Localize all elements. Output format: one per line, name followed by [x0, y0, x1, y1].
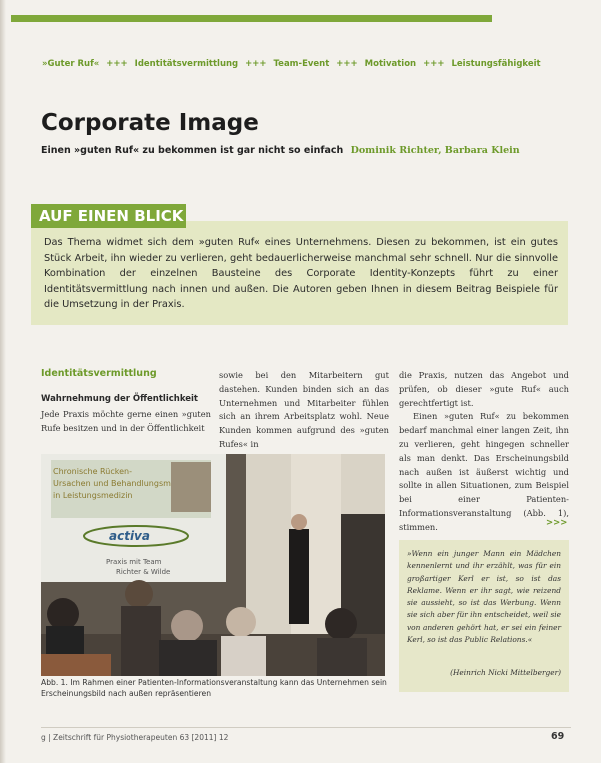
slide-bottom-2: Richter & Wilde — [116, 568, 171, 576]
slide-bottom-1: Praxis mit Team — [106, 558, 162, 566]
event-photo-drawing — [41, 454, 385, 676]
tag-separator: +++ — [106, 59, 128, 69]
article-subtitle — [41, 145, 520, 156]
slide-line-1: Chronische Rücken- — [53, 467, 132, 476]
page-spine-shadow — [0, 0, 6, 763]
quote-text: »Wenn ein junger Mann ein Mädchen kennenlernt und ihr erzählt, was für ein großartiger Kerl er ist, so ist das Reklame. Wenn er ihr sagt, wie reizend sie aussieht, so ist das Werbung. Wenn sie sich aber für ihn entscheidet, weil sie von anderen gehört hat, er sei ein feiner Kerl, so ist das Public Relations.« — [407, 549, 561, 645]
article-authors: Dominik Richter, Barbara Klein — [350, 145, 520, 156]
tag-team-event: Team-Event — [273, 59, 330, 69]
slide-line-3: in Leistungsmedizin — [53, 491, 133, 500]
section-subheading: Wahrnehmung der Öffentlichkeit — [41, 394, 198, 404]
tag-identitaet: Identitätsvermittlung — [134, 59, 239, 69]
page-number: 69 — [551, 731, 565, 742]
tag-separator: +++ — [245, 59, 267, 69]
article-title: Corporate Image — [41, 110, 259, 136]
slide-line-2: Ursachen und Behandlungsm — [53, 479, 171, 488]
footer-divider — [41, 727, 571, 728]
section-heading: Identitätsvermittlung — [41, 368, 157, 379]
column-3-text — [399, 369, 569, 535]
slide-logo: activa — [109, 529, 150, 543]
summary-text: Das Thema widmet sich dem »guten Ruf« eines Unternehmens. Diesen zu bekommen, ist ein gutes Stück Arbeit, ihn wieder zu verlieren, geht bedauerlicherweise manchmal sehr schnell. Nur die sinnvolle Kombination der einzelnen Bausteine des Corporate Identity-Konzepts führt zu einer Identitätsvermittlung nach innen und außen. Die Autoren geben Ihnen in diesem Beitrag Beispiele für die Umsetzung in der Praxis. — [44, 237, 558, 310]
tag-motivation: Motivation — [364, 59, 417, 69]
continue-marker: >>> — [546, 518, 568, 528]
tag-guter-ruf: »Guter Ruf« — [42, 59, 100, 69]
tag-separator: +++ — [423, 59, 445, 69]
topic-tags — [42, 59, 541, 69]
footer-journal: g | Zeitschrift für Physiotherapeuten 63 [2011] 12 — [41, 733, 229, 742]
header-color-bar — [11, 15, 492, 22]
photo-caption: Abb. 1. Im Rahmen einer Patienten-Informationsveranstaltung kann das Unternehmen sein Erscheinungsbild nach außen repräsentieren — [41, 678, 387, 698]
quote-source: (Heinrich Nicki Mittelberger) — [450, 668, 561, 677]
tag-leistung: Leistungsfähigkeit — [451, 59, 541, 69]
column-2-text: sowie bei den Mitarbeitern gut dastehen. Kunden binden sich an das Unternehmen und Mitarbeiter fühlen sich an ihrem Arbeitsplatz wohl. Neue Kunden kommen aufgrund des »guten Rufes« in — [219, 370, 389, 449]
column-1-text: Jede Praxis möchte gerne einen »guten Rufe besitzen und in der Öffentlichkeit — [41, 409, 211, 433]
summary-label: AUF EINEN BLICK — [31, 204, 186, 228]
column-3-para-1: die Praxis, nutzen das Angebot und prüfen, ob dieser »gute Ruf« auch gerechtfertigt ist. — [399, 370, 569, 408]
subtitle-text: Einen »guten Ruf« zu bekommen ist gar nicht so einfach — [41, 145, 344, 156]
column-3-para-2: Einen »guten Ruf« zu bekommen bedarf manchmal einer langen Zeit, ihn zu verlieren, geht hingegen schneller als man denkt. Das Erscheinungsbild nach außen ist äußerst wichtig und sollte in allen Situationen, zum Beispiel bei einer Patienten-Informationsveranstaltung (Abb. 1), stimmen. — [399, 411, 569, 532]
event-photo — [41, 454, 385, 676]
tag-separator: +++ — [336, 59, 358, 69]
